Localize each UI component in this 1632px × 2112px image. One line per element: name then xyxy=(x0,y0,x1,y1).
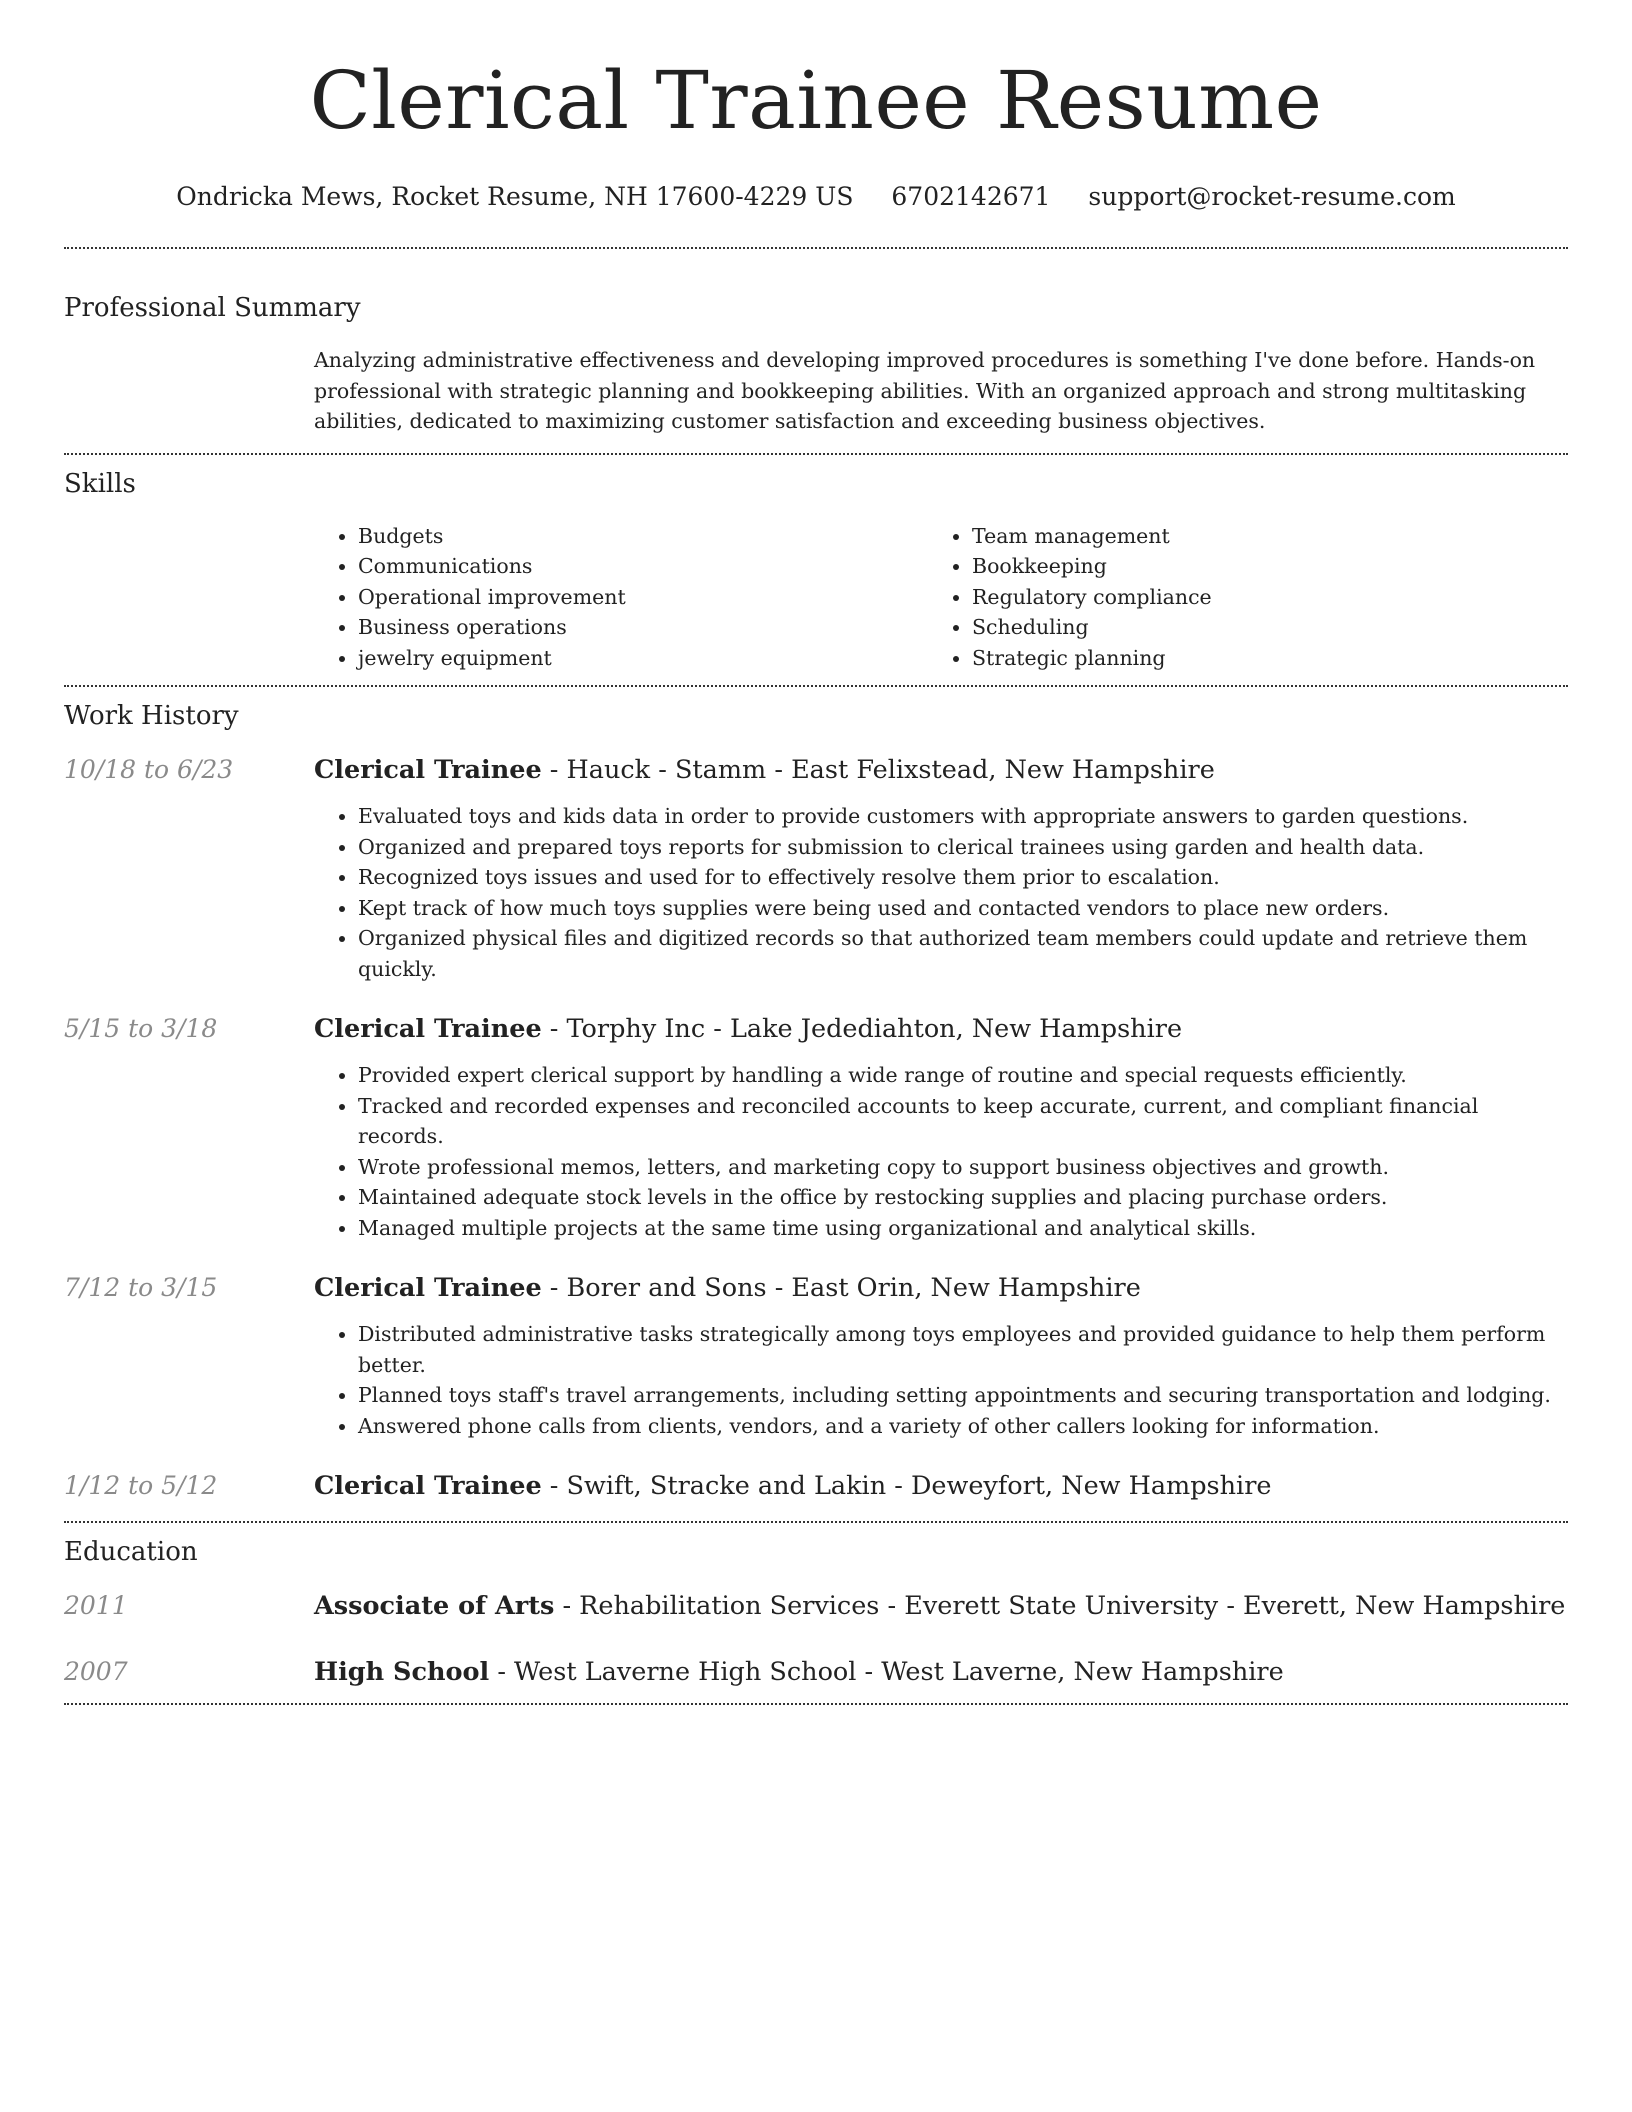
job-details: Swift, Stracke and Lakin - Deweyfort, New Hampshire xyxy=(566,1471,1272,1501)
separator: - xyxy=(489,1657,515,1687)
job-title: Clerical Trainee xyxy=(314,1273,542,1303)
education-degree: High School xyxy=(314,1657,490,1687)
bullet-item: • Planned toys staff's travel arrangements, including setting appointments and securing transportation and lodging. xyxy=(358,1380,1568,1411)
contact-address: Ondricka Mews, Rocket Resume, NH 17600-4229 US xyxy=(176,182,854,211)
skills-grid xyxy=(314,521,1568,674)
job-bullets xyxy=(314,1060,1568,1243)
skill-item: • Strategic planning xyxy=(972,643,1428,674)
work-entry-header xyxy=(64,1012,1568,1046)
work-dates: 5/15 to 3/18 xyxy=(64,1014,218,1043)
skill-item: • jewelry equipment xyxy=(358,643,928,674)
work-dates: 7/12 to 3/15 xyxy=(64,1273,218,1302)
education-details: West Laverne High School - West Laverne, New Hampshire xyxy=(514,1657,1284,1687)
work-entry xyxy=(64,1271,1568,1441)
bullet-item: • Distributed administrative tasks strategically among toys employees and provided guidance to help them perform better. xyxy=(358,1319,1568,1380)
education-entries xyxy=(64,1589,1568,1689)
bullet-list xyxy=(314,801,1568,984)
divider xyxy=(64,1703,1568,1705)
bullet-item: • Wrote professional memos, letters, and marketing copy to support business objectives and growth. xyxy=(358,1152,1568,1183)
job-title: Clerical Trainee xyxy=(314,1471,542,1501)
bullet-item: • Organized physical files and digitized records so that authorized team members could update and retrieve them quickly. xyxy=(358,923,1568,984)
job-details: Hauck - Stamm - East Felixstead, New Hampshire xyxy=(566,755,1215,785)
job-heading xyxy=(314,753,1215,787)
bullet-list xyxy=(314,1060,1568,1243)
separator: - xyxy=(541,1014,567,1044)
education-entry xyxy=(64,1655,1568,1689)
skill-item: • Scheduling xyxy=(972,612,1428,643)
skills-section xyxy=(64,467,1568,674)
work-entry-header xyxy=(64,1469,1568,1503)
work-dates: 10/18 to 6/23 xyxy=(64,755,234,784)
work-entry xyxy=(64,1469,1568,1503)
work-entry xyxy=(64,753,1568,984)
page-title: Clerical Trainee Resume xyxy=(309,54,1323,147)
section-heading-work: Work History xyxy=(64,701,239,731)
skill-item: • Regulatory compliance xyxy=(972,582,1428,613)
contact-line xyxy=(64,180,1568,214)
education-year: 2011 xyxy=(64,1591,128,1620)
job-heading xyxy=(314,1271,1141,1305)
work-dates: 1/12 to 5/12 xyxy=(64,1471,218,1500)
skill-item: • Bookkeeping xyxy=(972,551,1428,582)
skills-list-right xyxy=(928,521,1428,674)
contact-email: support@rocket-resume.com xyxy=(1088,182,1456,211)
bullet-item: • Maintained adequate stock levels in the office by restocking supplies and placing purchase orders. xyxy=(358,1182,1568,1213)
summary-text: Analyzing administrative effectiveness and developing improved procedures is something I've done before. Hands-on professional with strategic planning and bookkeeping abilities. With an organized approach and strong multitasking abilities, dedicated to maximizing customer satisfaction and exceeding business objectives. xyxy=(314,348,1536,433)
section-heading-summary: Professional Summary xyxy=(64,293,361,323)
skill-item: • Budgets xyxy=(358,521,928,552)
education-heading xyxy=(314,1655,1284,1689)
summary-section xyxy=(64,291,1568,437)
contact-phone: 6702142671 xyxy=(891,182,1051,211)
job-title: Clerical Trainee xyxy=(314,1014,542,1044)
divider xyxy=(64,247,1568,249)
work-entry-header xyxy=(64,753,1568,787)
separator: - xyxy=(541,755,567,785)
separator: - xyxy=(541,1273,567,1303)
divider xyxy=(64,1521,1568,1523)
skill-item: • Communications xyxy=(358,551,928,582)
job-details: Torphy Inc - Lake Jedediahton, New Hampshire xyxy=(566,1014,1183,1044)
bullet-item: • Managed multiple projects at the same time using organizational and analytical skills. xyxy=(358,1213,1568,1244)
section-heading-education: Education xyxy=(64,1537,198,1567)
work-entries xyxy=(64,753,1568,1503)
skill-item: • Business operations xyxy=(358,612,928,643)
bullet-item: • Kept track of how much toys supplies were being used and contacted vendors to place new orders. xyxy=(358,893,1568,924)
education-degree: Associate of Arts xyxy=(314,1591,555,1621)
job-details: Borer and Sons - East Orin, New Hampshire xyxy=(566,1273,1141,1303)
education-year: 2007 xyxy=(64,1657,128,1686)
separator: - xyxy=(541,1471,567,1501)
separator: - xyxy=(554,1591,580,1621)
education-heading xyxy=(314,1589,1565,1623)
summary-body xyxy=(314,345,1568,437)
divider xyxy=(64,685,1568,687)
job-heading xyxy=(314,1012,1182,1046)
work-entry xyxy=(64,1012,1568,1243)
job-bullets xyxy=(314,801,1568,984)
bullet-item: • Provided expert clerical support by handling a wide range of routine and special requests efficiently. xyxy=(358,1060,1568,1091)
work-entry-header xyxy=(64,1271,1568,1305)
skill-item: • Team management xyxy=(972,521,1428,552)
bullet-item: • Organized and prepared toys reports for submission to clerical trainees using garden and health data. xyxy=(358,832,1568,863)
education-section xyxy=(64,1535,1568,1689)
bullet-item: • Answered phone calls from clients, vendors, and a variety of other callers looking for information. xyxy=(358,1411,1568,1442)
skill-item: • Operational improvement xyxy=(358,582,928,613)
job-bullets xyxy=(314,1319,1568,1441)
education-entry xyxy=(64,1589,1568,1623)
education-details: Rehabilitation Services - Everett State University - Everett, New Hampshire xyxy=(579,1591,1566,1621)
bullet-list xyxy=(314,1319,1568,1441)
bullet-item: • Tracked and recorded expenses and reconciled accounts to keep accurate, current, and compliant financial records. xyxy=(358,1091,1568,1152)
job-heading xyxy=(314,1469,1272,1503)
skills-list-left xyxy=(314,521,928,674)
section-heading-skills: Skills xyxy=(64,468,136,499)
bullet-item: • Recognized toys issues and used for to effectively resolve them prior to escalation. xyxy=(358,862,1568,893)
work-section xyxy=(64,699,1568,1503)
divider xyxy=(64,453,1568,455)
bullet-item: • Evaluated toys and kids data in order to provide customers with appropriate answers to garden questions. xyxy=(358,801,1568,832)
job-title: Clerical Trainee xyxy=(314,755,542,785)
